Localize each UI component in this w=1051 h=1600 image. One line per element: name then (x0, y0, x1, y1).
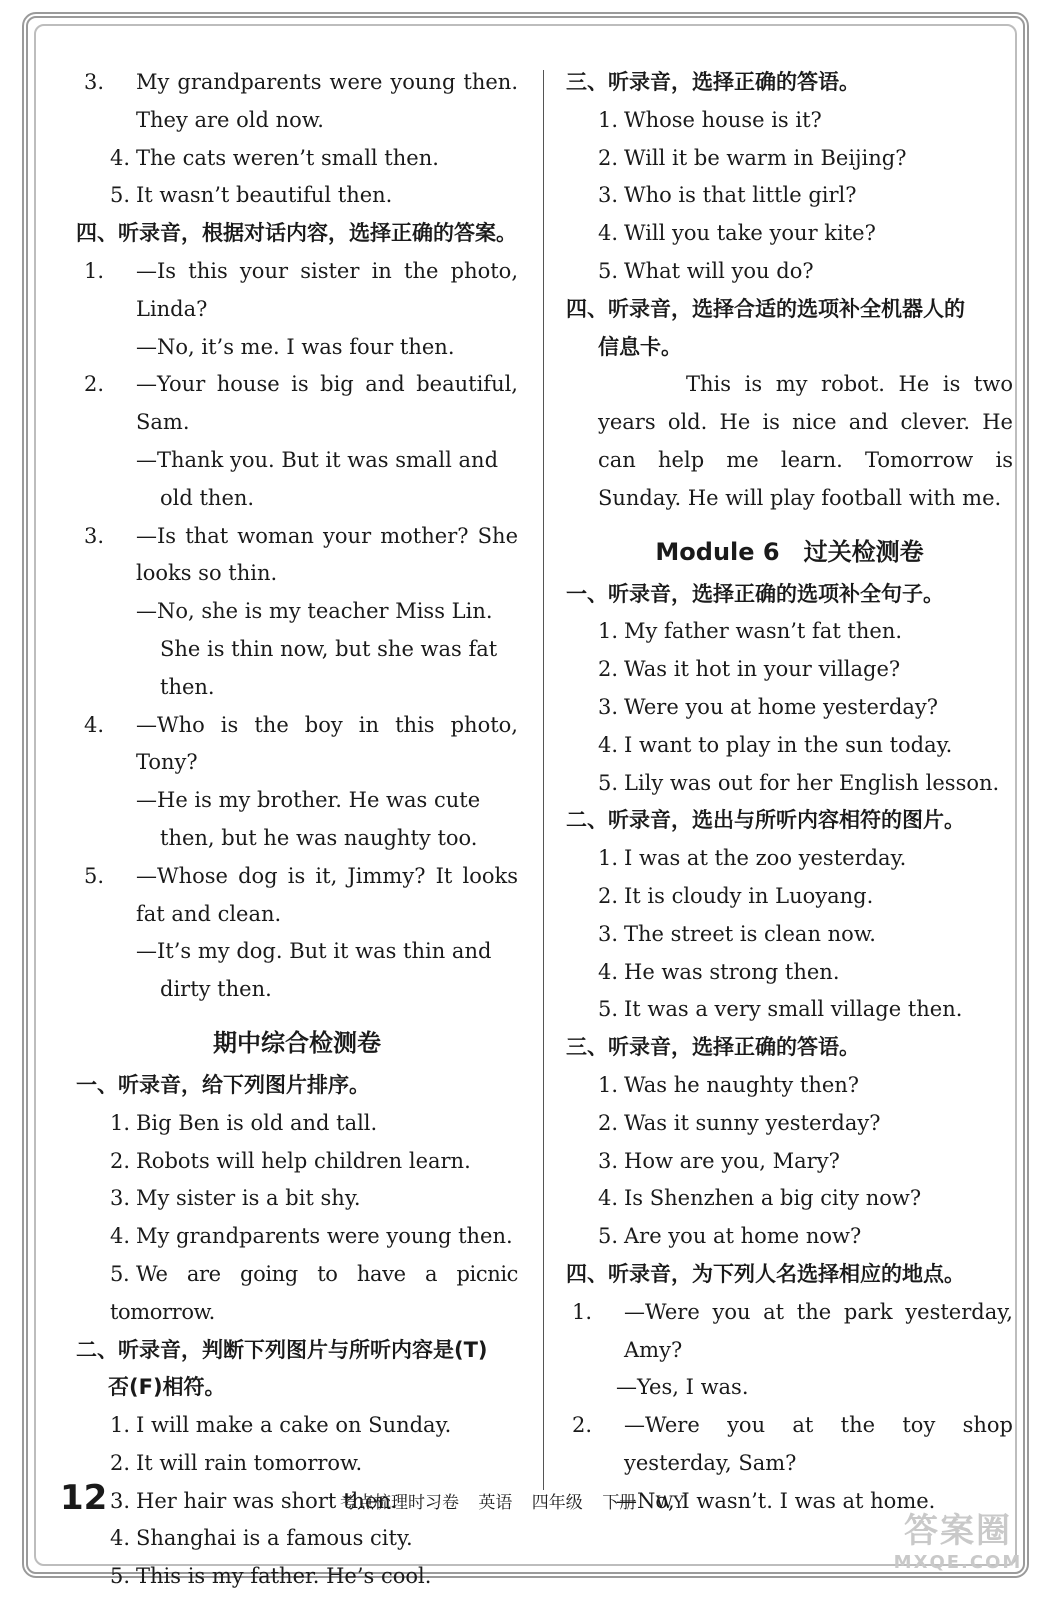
watermark-logo (883, 1510, 1033, 1580)
column-divider (543, 70, 544, 1490)
list-item: 2. Will it be warm in Beijing? (598, 145, 907, 170)
section-heading: 一、听录音，给下列图片排序。 (76, 1072, 370, 1097)
list-item: 4. The cats weren’t small then. (110, 145, 439, 170)
dialog-line: 5. —Whose dog is it, Jimmy? It looks fat and clean. (84, 863, 518, 926)
list-item: 3. How are you, Mary? (598, 1148, 840, 1173)
module-title: Module 6 过关检测卷 (655, 537, 924, 566)
list-item: 4. Is Shenzhen a big city now? (598, 1186, 922, 1211)
dialog-reply: —No, she is my teacher Miss Lin. She is thin now, but she was fat then. (136, 599, 498, 699)
section-heading-cont: 信息卡。 (598, 334, 682, 359)
list-item: 2. Was it hot in your village? (598, 657, 901, 682)
dialog-line: 2. —Were you at the toy shop yesterday, Sam? (572, 1413, 1013, 1475)
dialog-line: 2. —Your house is big and beautiful, Sam. (84, 372, 518, 435)
list-item: 3. Were you at home yesterday? (598, 694, 939, 719)
section-heading: 四、听录音，选择合适的选项补全机器人的 (566, 296, 965, 321)
section-heading: 二、听录音，判断下列图片与所听内容是(T) (76, 1337, 488, 1362)
book-info: 考点梳理时习卷 英语 四年级 下册 WY (340, 1493, 685, 1513)
watermark-text: 答案圈 (904, 1511, 1012, 1551)
list-item: 4. Shanghai is a famous city. (110, 1526, 413, 1551)
list-item: 5. This is my father. He’s cool. (110, 1564, 432, 1589)
watermark-url: MXQE.COM (893, 1552, 1023, 1573)
section-heading: 四、听录音，为下列人名选择相应的地点。 (566, 1261, 965, 1286)
list-item: 3. Her hair was short then. (110, 1488, 398, 1513)
list-item: 3. The street is clean now. (598, 921, 876, 946)
section-heading: 二、听录音，选出与所听内容相符的图片。 (566, 808, 965, 833)
list-item: 2. It is cloudy in Luoyang. (598, 883, 874, 908)
list-item: 1. Whose house is it? (598, 107, 822, 132)
list-item: 5. What will you do? (598, 258, 814, 283)
list-item: 2. Robots will help children learn. (110, 1148, 471, 1173)
list-item: 1. Big Ben is old and tall. (110, 1110, 378, 1135)
list-item: 1. I will make a cake on Sunday. (110, 1413, 452, 1438)
section-heading-cont: 否(F)相符。 (108, 1375, 226, 1400)
list-item: 1. Was he naughty then? (598, 1072, 860, 1097)
list-item: 5. Lily was out for her English lesson. (598, 770, 1000, 795)
page-footer (60, 1478, 990, 1522)
dialog-line: 1. —Is this your sister in the photo, Linda? (84, 258, 518, 321)
list-item: 4. Will you take your kite? (598, 221, 876, 246)
dialog-line: 4. —Who is the boy in this photo, Tony? (84, 712, 518, 775)
list-item: 5. Are you at home now? (598, 1224, 862, 1249)
list-item: 4. I want to play in the sun today. (598, 732, 953, 757)
section-heading: 四、听录音，根据对话内容，选择正确的答案。 (76, 221, 517, 246)
right-column (566, 64, 1013, 1520)
list-item: 4. My grandparents were young then. (110, 1224, 513, 1249)
dialog-reply: —No, I wasn’t. I was at home. (616, 1488, 936, 1513)
list-item: 3. My grandparents were young then. They are old now. (84, 70, 518, 132)
dialog-line: 3. —Is that woman your mother? She looks so thin. (84, 523, 518, 586)
midterm-title: 期中综合检测卷 (213, 1028, 381, 1057)
list-item: 3. My sister is a bit shy. (110, 1186, 361, 1211)
list-item: 2. It will rain tomorrow. (110, 1450, 363, 1475)
dialog-line: 1. —Were you at the park yesterday, Amy? (572, 1299, 1013, 1362)
robot-passage: This is my robot. He is two years old. He is nice and clever. He can help me learn. Tomorrow is Sunday. He will play football with me. (598, 372, 1013, 510)
list-item: 5. We are going to have a picnic tomorrow. (110, 1261, 518, 1324)
dialog-reply: —Yes, I was. (616, 1375, 749, 1400)
list-item: 5. It wasn’t beautiful then. (110, 183, 393, 208)
list-item: 5. It was a very small village then. (598, 997, 963, 1022)
dialog-reply: —It’s my dog. But it was thin and dirty then. (136, 939, 492, 1002)
page-number: 12 (60, 1478, 108, 1518)
list-item: 2. Was it sunny yesterday? (598, 1110, 881, 1135)
list-item: 3. Who is that little girl? (598, 183, 857, 208)
dialog-reply: —Thank you. But it was small and old then. (136, 447, 499, 510)
dialog-reply: —No, it’s me. I was four then. (136, 334, 455, 359)
section-heading: 三、听录音，选择正确的答语。 (566, 1035, 860, 1060)
section-heading: 三、听录音，选择正确的答语。 (566, 70, 860, 94)
left-column (76, 64, 518, 1596)
list-item: 1. My father wasn’t fat then. (598, 619, 903, 644)
list-item: 1. I was at the zoo yesterday. (598, 846, 907, 871)
dialog-reply: —He is my brother. He was cute then, but he was naughty too. (136, 788, 481, 850)
list-item: 4. He was strong then. (598, 959, 840, 984)
section-heading: 一、听录音，选择正确的选项补全句子。 (566, 581, 944, 606)
